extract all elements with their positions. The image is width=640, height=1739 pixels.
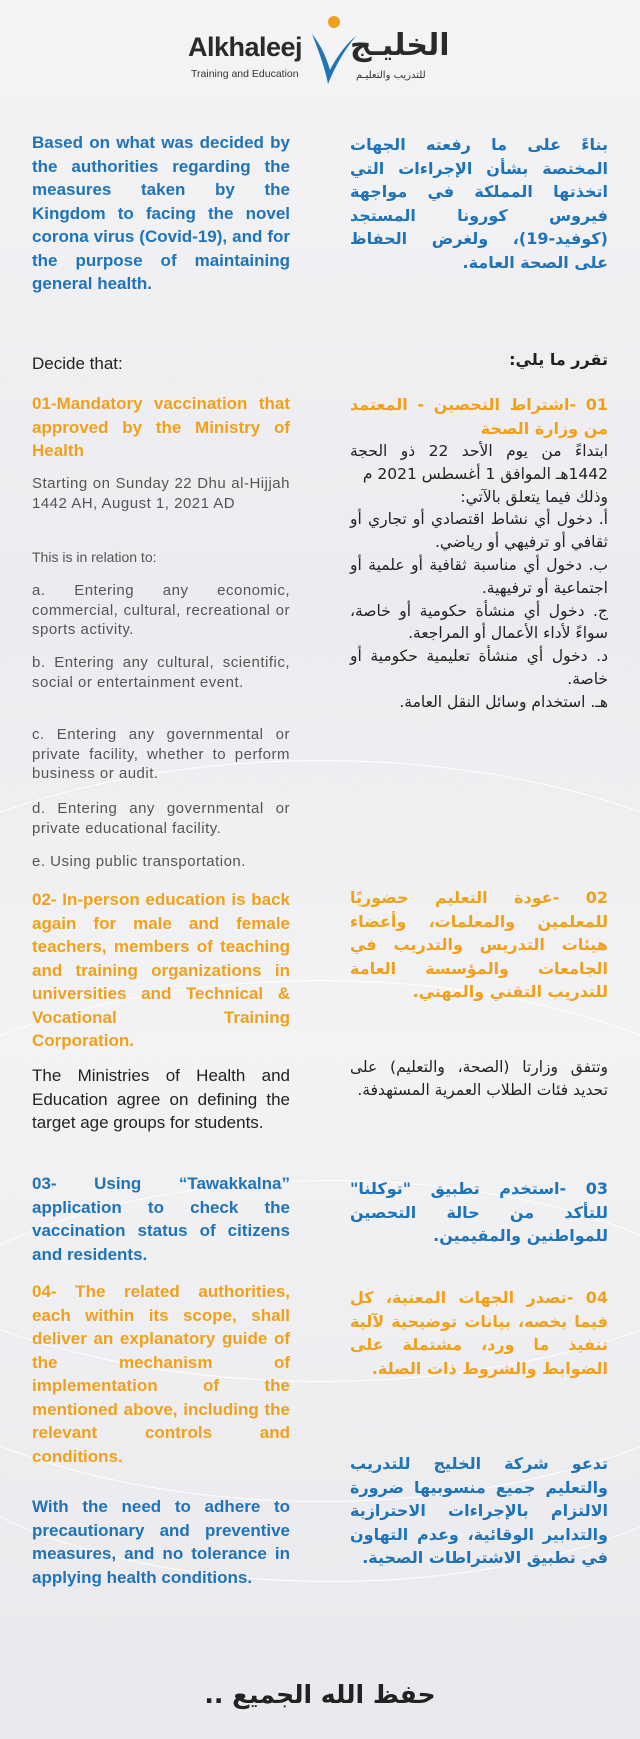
logo-en-subtitle: Training and Education xyxy=(191,68,299,80)
ar-item3-title: 03 -استخدم تطبيق "توكلنا" للتأكد من حالة التحصين للمواطنين والمقيمين. xyxy=(350,1179,608,1245)
en-item4-title: 04- The related authorities, each within its scope, shall deliver an explanatory guide of the mechanism of implementation of the mentioned above, including the relevant controls and conditions. xyxy=(32,1282,290,1466)
ar-item2-body-wrap xyxy=(350,1056,608,1102)
en-item1-a: a. Entering any economic, commercial, cultural, recreational or sports activity. xyxy=(32,582,290,638)
en-intro: Based on what was decided by the authorities regarding the measures taken by the Kingdom to facing the novel corona virus (Covid-19), and for the purpose of maintaining general health. xyxy=(32,133,290,293)
logo-ar-subtitle: للتدريب والتعليـم xyxy=(356,70,426,81)
en-item1-d: d. Entering any governmental or private educational facility. xyxy=(32,800,290,837)
en-item2-body-wrap xyxy=(32,1064,290,1135)
ar-item1-date: ابتداءً من يوم الأحد 22 ذو الحجة 1442هـ الموافق 1 أغسطس 2021 م xyxy=(350,442,608,483)
en-item3-title-wrap xyxy=(32,1172,290,1266)
en-closing: With the need to adhere to precautionary and preventive measures, and no tolerance in applying health conditions. xyxy=(32,1497,290,1587)
ar-intro: بناءً على ما رفعته الجهات المختصة بشأن الإجراءات التي اتخذتها المملكة في مواجهة فيروس كورونا المستجد (كوفيد-19)، ولغرض الحفاظ على الصحة العامة. xyxy=(350,135,608,272)
ar-item3-title-wrap xyxy=(350,1177,608,1248)
en-item1-c-wrap xyxy=(32,725,290,784)
ar-item4-title-wrap xyxy=(350,1286,608,1380)
ar-item1-b: ب. دخول أي مناسبة ثقافية أو علمية أو اجتماعية أو ترفيهية. xyxy=(350,555,608,597)
en-item1-title: 01-Mandatory vaccination that approved by the Ministry of Health xyxy=(32,394,290,460)
ar-closing-wrap xyxy=(350,1452,608,1570)
ar-item1-a: أ. دخول أي نشاط اقتصادي أو تجاري أو ثقافي أو ترفيهي أو رياضي. xyxy=(350,510,608,552)
en-item1-e-wrap xyxy=(32,852,290,872)
ar-item1-title: 01 -اشتراط التحصين - المعتمد من وزارة الصحة xyxy=(350,395,608,438)
en-item1-relation: This is in relation to: xyxy=(32,549,157,565)
en-item1-d-wrap xyxy=(32,799,290,838)
en-item1-date: Starting on Sunday 22 Dhu al-Hijjah 1442 AH, August 1, 2021 AD xyxy=(32,475,290,512)
ar-item1-d: د. دخول أي منشأة تعليمية حكومية أو خاصة. xyxy=(350,647,608,688)
ar-item4-title: 04 -تصدر الجهات المعنية، كل فيما يخصه، بيانات توضيحية لآلية تنفيذ ما ورد، مشتملة على الضوابط والشروط ذات الصلة. xyxy=(350,1288,608,1378)
ar-item2-title-wrap xyxy=(350,886,608,1004)
en-item3-title: 03- Using “Tawakkalna” application to check the vaccination status of citizens and residents. xyxy=(32,1174,290,1264)
en-item2-title: 02- In-person education is back again for male and female teachers, members of teaching and training organizations in universities and Technical & Vocational Training Corporation. xyxy=(32,890,290,1050)
company-logo xyxy=(188,14,488,84)
ar-decide-heading: تقرر ما يلي: xyxy=(509,350,608,369)
en-item2-title-wrap xyxy=(32,888,290,1053)
ar-item2-title: 02 -عودة التعليم حضوريًا للمعلمين والمعلمات، وأعضاء هيئات التدريس والتدريب في الجامعات والمؤسسة العامة للتدريب التقني والمهني. xyxy=(350,888,608,1001)
en-item1-c: c. Entering any governmental or private facility, whether to perform business or audit. xyxy=(32,726,290,782)
arabic-column xyxy=(350,133,608,274)
en-decide-wrap xyxy=(32,352,290,376)
en-item1-a-wrap xyxy=(32,581,290,640)
ar-item1-title-wrap xyxy=(350,393,608,440)
ar-item2-body: وتتفق وزارتا (الصحة، والتعليم) على تحديد فئات الطلاب العمرية المستهدفة. xyxy=(350,1058,608,1099)
english-column xyxy=(32,131,290,296)
logo-ar-name: الخليـج xyxy=(350,28,450,63)
en-item1-b-wrap xyxy=(32,653,290,692)
ar-item1-relation: وذلك فيما يتعلق بالآتي: xyxy=(460,487,608,506)
en-closing-wrap xyxy=(32,1495,290,1589)
ar-item1-c: ج. دخول أي منشأة حكومية أو خاصة، سواءً لأداء الأعمال أو المراجعة. xyxy=(350,601,608,643)
ar-closing: تدعو شركة الخليج للتدريب والتعليم جميع منسوبيها ضرورة الالتزام بالإجراءات الاحترازية والتدابير الوقائية، وعدم التهاون في تطبيق الاشتراطات الصحية. xyxy=(350,1454,608,1567)
en-decide-heading: Decide that: xyxy=(32,354,123,373)
logo-en-name: Alkhaleej xyxy=(188,32,303,62)
en-item1-e: e. Using public transportation. xyxy=(32,853,246,870)
ar-item1-e: هـ. استخدام وسائل النقل العامة. xyxy=(399,692,608,711)
en-item1-title-wrap xyxy=(32,392,290,463)
en-item1-relation-wrap xyxy=(32,548,290,568)
en-item1-b: b. Entering any cultural, scientific, social or entertainment event. xyxy=(32,654,290,691)
ar-decide-wrap xyxy=(350,348,608,372)
ar-item1-details xyxy=(350,440,608,714)
footer-blessing: حفظ الله الجميع .. xyxy=(204,1680,436,1709)
en-item4-title-wrap xyxy=(32,1280,290,1468)
en-item1-date-wrap xyxy=(32,474,290,513)
en-item2-body: The Ministries of Health and Education agree on defining the target age groups for students. xyxy=(32,1066,290,1132)
